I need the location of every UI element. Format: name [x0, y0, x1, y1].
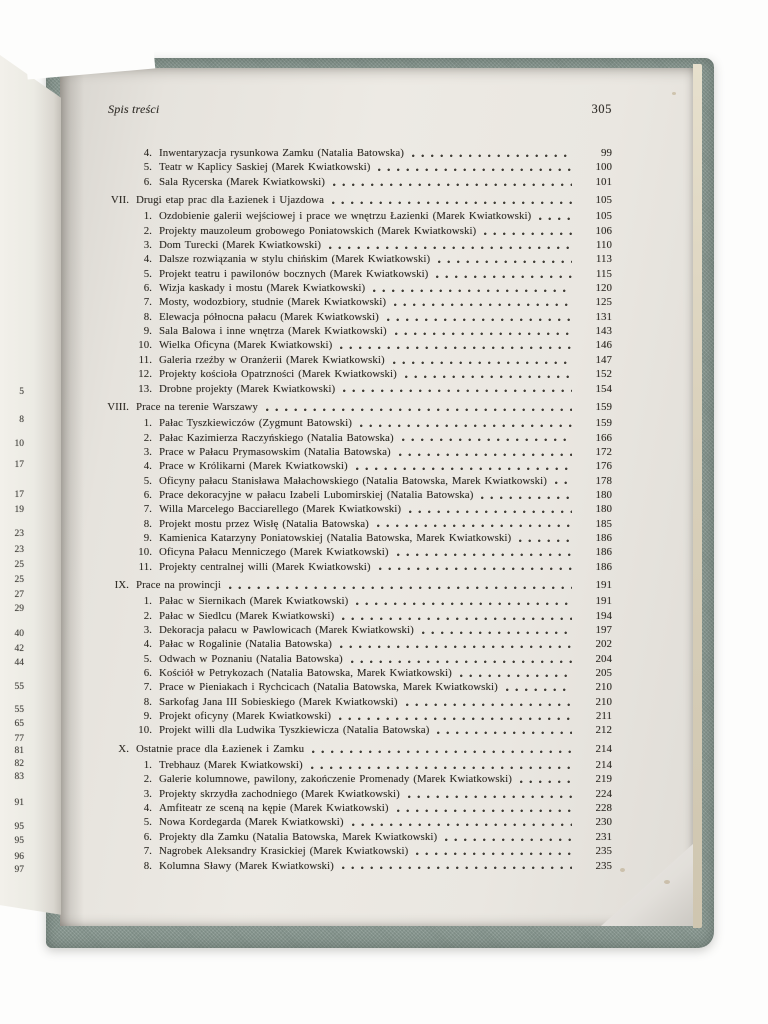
entry-number: 3.	[143, 624, 152, 636]
dot-leader	[397, 553, 572, 557]
dot-leader	[342, 866, 572, 870]
toc-row	[60, 382, 612, 396]
dot-leader	[395, 332, 572, 336]
entry-page-number: 205	[595, 667, 612, 680]
entry-number: X.	[118, 742, 129, 755]
toc-row	[60, 594, 612, 608]
toc-row	[60, 723, 612, 737]
margin-page-number: 29	[14, 604, 24, 614]
entry-title: Pałac w Siedlcu (Marek Kwiatkowski)	[159, 609, 335, 622]
entry-title: Sarkofag Jana III Sobieskiego (Marek Kwiatkowski)	[159, 695, 398, 708]
entry-title: Projekt oficyny (Marek Kwiatkowski)	[159, 710, 332, 723]
entry-number: 12.	[138, 368, 152, 381]
margin-page-number: 96	[14, 852, 24, 862]
margin-page-number: 81	[14, 746, 24, 756]
toc-row	[60, 830, 612, 844]
entry-page-number: 115	[595, 267, 612, 280]
margin-page-number: 83	[14, 772, 24, 782]
toc-row	[60, 209, 612, 223]
dot-leader	[397, 809, 572, 813]
entry-title: Mosty, wodozbiory, studnie (Marek Kwiatkowski)	[159, 296, 387, 309]
entry-title: Oficyna Pałacu Menniczego (Marek Kwiatkowski)	[159, 546, 389, 559]
toc-row	[60, 295, 612, 309]
margin-page-number: 17	[14, 460, 24, 470]
entry-page-number: 194	[595, 609, 612, 622]
entry-page-number: 146	[595, 339, 612, 352]
entry-title: Wielka Oficyna (Marek Kwiatkowski)	[159, 339, 333, 352]
toc-row	[60, 815, 612, 829]
entry-title: Pałac Kazimierza Raczyńskiego (Natalia Batowska)	[159, 431, 394, 444]
entry-number: 11.	[138, 560, 152, 573]
entry-page-number: 125	[595, 296, 612, 309]
dot-leader	[343, 389, 572, 393]
margin-page-number: 91	[14, 798, 24, 808]
toc-row	[60, 637, 612, 651]
entry-number: 1.	[143, 595, 152, 608]
dot-leader	[506, 688, 572, 692]
toc-row	[60, 609, 612, 623]
dot-leader	[356, 467, 572, 471]
entry-title: Kolumna Sławy (Marek Kwiatkowski)	[159, 859, 334, 872]
toc-row	[60, 310, 612, 324]
toc-row	[60, 146, 612, 160]
margin-page-number: 95	[14, 836, 24, 846]
entry-page-number: 105	[595, 210, 612, 223]
toc-row	[60, 488, 612, 502]
entry-number: 3.	[143, 239, 152, 252]
entry-number: 2.	[143, 773, 152, 786]
toc-row	[60, 431, 612, 445]
entry-title: Pałac w Rogalinie (Natalia Batowska)	[159, 638, 332, 651]
dot-leader	[445, 838, 572, 842]
toc-row	[60, 787, 612, 801]
entry-page-number: 110	[595, 239, 612, 252]
entry-number: 2.	[143, 609, 152, 622]
margin-page-number: 77	[14, 734, 24, 744]
margin-page-number: 65	[14, 719, 24, 729]
entry-title: Sala Balowa i inne wnętrza (Marek Kwiatkowski)	[159, 325, 387, 338]
page-block-edge	[693, 64, 702, 928]
toc-row	[60, 758, 612, 772]
entry-page-number: 214	[595, 759, 612, 772]
entry-title: Pałac Tyszkiewiczów (Zygmunt Batowski)	[159, 417, 352, 430]
toc-row	[60, 517, 612, 531]
entry-number: 10.	[138, 724, 152, 737]
entry-title: Prace na terenie Warszawy	[136, 400, 258, 413]
entry-title: Dom Turecki (Marek Kwiatkowski)	[159, 239, 322, 252]
entry-number: 3.	[143, 787, 152, 800]
margin-page-number: 17	[14, 490, 24, 500]
dot-leader	[379, 567, 572, 571]
entry-number: 7.	[143, 296, 152, 309]
entry-number: 2.	[143, 224, 152, 237]
dot-leader	[377, 524, 572, 528]
entry-title: Dalsze rozwiązania w stylu chińskim (Marek Kwiatkowski)	[159, 253, 431, 266]
entry-number: 6.	[143, 175, 152, 188]
toc-row	[60, 338, 612, 352]
entry-title: Inwentaryzacja rysunkowa Zamku (Natalia Batowska)	[159, 147, 404, 159]
dot-leader	[406, 703, 572, 707]
entry-title: Nowa Kordegarda (Marek Kwiatkowski)	[159, 816, 344, 829]
entry-title: Prace dekoracyjne w pałacu Izabeli Lubomirskiej (Natalia Batowska)	[159, 488, 474, 501]
toc-row	[60, 445, 612, 459]
entry-page-number: 172	[595, 445, 612, 458]
entry-page-number: 210	[595, 695, 612, 708]
entry-number: VII.	[110, 194, 129, 207]
entry-page-number: 99	[601, 147, 612, 159]
entry-title: Willa Marcelego Bacciarellego (Marek Kwiatkowski)	[159, 503, 402, 516]
entry-title: Wizja kaskady i mostu (Marek Kwiatkowski)	[159, 282, 366, 295]
entry-page-number: 166	[595, 431, 612, 444]
toc-row	[60, 367, 612, 381]
toc-row	[60, 531, 612, 545]
margin-page-number: 42	[14, 644, 24, 654]
entry-title: Amfiteatr ze sceną na kępie (Marek Kwiatkowski)	[159, 802, 389, 815]
margin-page-number: 19	[14, 505, 24, 515]
margin-page-number: 10	[14, 439, 24, 449]
entry-page-number: 219	[595, 773, 612, 786]
page-header	[108, 102, 612, 117]
toc-list	[60, 146, 612, 873]
toc-row	[60, 281, 612, 295]
entry-number: 2.	[143, 431, 152, 444]
dot-leader	[352, 823, 572, 827]
dot-leader	[437, 731, 572, 735]
dot-leader	[402, 438, 572, 442]
dot-leader	[408, 795, 572, 799]
toc-row	[60, 474, 612, 488]
dot-leader	[416, 852, 572, 856]
entry-title: Projekty dla Zamku (Natalia Batowska, Marek Kwiatkowski)	[159, 830, 438, 843]
entry-number: 4.	[143, 638, 152, 651]
dot-leader	[266, 408, 572, 412]
toc-row	[60, 324, 612, 338]
entry-number: 5.	[143, 474, 152, 487]
dot-leader	[539, 217, 572, 221]
dot-leader	[436, 275, 572, 279]
entry-page-number: 197	[595, 624, 612, 636]
dot-leader	[332, 201, 572, 205]
entry-page-number: 106	[595, 224, 612, 237]
entry-number: 5.	[143, 161, 152, 174]
entry-title: Sala Rycerska (Marek Kwiatkowski)	[159, 175, 325, 188]
entry-title: Odwach w Poznaniu (Natalia Batowska)	[159, 652, 343, 665]
dot-leader	[393, 361, 572, 365]
entry-page-number: 101	[595, 175, 612, 188]
entry-title: Teatr w Kaplicy Saskiej (Marek Kwiatkowski)	[159, 161, 371, 174]
toc-row	[60, 502, 612, 516]
toc-row	[60, 844, 612, 858]
dot-leader	[311, 766, 572, 770]
entry-number: 4.	[143, 802, 152, 815]
facing-page-numbers-column	[0, 0, 24, 1024]
entry-page-number: 191	[595, 595, 612, 608]
dot-leader	[312, 750, 572, 754]
entry-page-number: 176	[595, 460, 612, 473]
entry-page-number: 231	[595, 830, 612, 843]
entry-page-number: 159	[595, 417, 612, 430]
margin-page-number: 25	[14, 575, 24, 585]
entry-page-number: 154	[595, 382, 612, 395]
entry-page-number: 224	[595, 787, 612, 800]
toc-row	[60, 175, 612, 189]
entry-page-number: 212	[595, 724, 612, 737]
toc-row	[60, 267, 612, 281]
entry-page-number: 235	[595, 859, 612, 872]
entry-number: 9.	[143, 325, 152, 338]
entry-title: Pałac w Siernikach (Marek Kwiatkowski)	[159, 595, 349, 608]
margin-page-number: 5	[19, 387, 24, 397]
entry-title: Prace w Pieniakach i Rychcicach (Natalia Batowska, Marek Kwiatkowski)	[159, 681, 498, 694]
entry-title: Prace na prowincji	[136, 578, 221, 591]
entry-number: 5.	[143, 816, 152, 829]
entry-page-number: 180	[595, 503, 612, 516]
dot-leader	[519, 539, 572, 543]
toc-section-row	[60, 578, 612, 592]
age-spot	[664, 880, 670, 884]
dot-leader	[438, 260, 572, 264]
entry-page-number: 147	[595, 353, 612, 366]
entry-number: 6.	[143, 488, 152, 501]
age-spot	[620, 868, 625, 872]
entry-number: 6.	[143, 282, 152, 295]
entry-title: Ostatnie prace dla Łazienek i Zamku	[136, 742, 305, 755]
toc-row	[60, 680, 612, 694]
toc-section-row	[60, 742, 612, 756]
entry-title: Projekty mauzoleum grobowego Poniatowskich (Marek Kwiatkowski)	[159, 224, 477, 237]
margin-page-number: 23	[14, 529, 24, 539]
entry-title: Drobne projekty (Marek Kwiatkowski)	[159, 382, 336, 395]
entry-number: 5.	[143, 267, 152, 280]
entry-page-number: 143	[595, 325, 612, 338]
entry-number: 6.	[143, 667, 152, 680]
entry-number: 9.	[143, 531, 152, 544]
entry-number: 1.	[143, 210, 152, 223]
entry-title: Prace w Pałacu Prymasowskim (Natalia Batowska)	[159, 445, 391, 458]
dot-leader	[342, 617, 572, 621]
entry-page-number: 105	[595, 194, 612, 207]
entry-title: Nagrobek Aleksandry Krasickiej (Marek Kwiatkowski)	[159, 845, 409, 858]
entry-number: 4.	[143, 253, 152, 266]
entry-title: Drugi etap prac dla Łazienek i Ujazdowa	[136, 194, 324, 207]
entry-page-number: 180	[595, 488, 612, 501]
margin-page-number: 40	[14, 629, 24, 639]
entry-page-number: 100	[595, 161, 612, 174]
dot-leader	[378, 168, 572, 172]
entry-page-number: 214	[595, 742, 612, 755]
entry-number: 4.	[143, 147, 152, 159]
toc-row	[60, 666, 612, 680]
margin-page-number: 44	[14, 658, 24, 668]
dot-leader	[405, 375, 572, 379]
entry-page-number: 230	[595, 816, 612, 829]
entry-number: 8.	[143, 310, 152, 323]
margin-page-number: 95	[14, 822, 24, 832]
entry-number: 8.	[143, 695, 152, 708]
dot-leader	[460, 674, 572, 678]
entry-title: Galerie kolumnowe, pawilony, zakończenie Promenady (Marek Kwiatkowski)	[159, 773, 512, 786]
entry-page-number: 204	[595, 652, 612, 665]
entry-page-number: 120	[595, 282, 612, 295]
page-header-title: Spis treści	[108, 102, 160, 116]
entry-number: 7.	[143, 845, 152, 858]
margin-page-number: 27	[14, 590, 24, 600]
dot-leader	[409, 510, 572, 514]
toc-row	[60, 623, 612, 637]
entry-number: 10.	[138, 339, 152, 352]
entry-page-number: 191	[595, 578, 612, 591]
entry-number: 4.	[143, 460, 152, 473]
entry-title: Galeria rzeźby w Oranżerii (Marek Kwiatkowski)	[159, 353, 385, 366]
toc-row	[60, 695, 612, 709]
margin-page-number: 23	[14, 545, 24, 555]
entry-page-number: 186	[595, 560, 612, 573]
age-spot	[672, 92, 676, 95]
entry-title: Prace w Królikarni (Marek Kwiatkowski)	[159, 460, 348, 473]
dot-leader	[329, 246, 572, 250]
entry-number: IX.	[114, 578, 129, 591]
toc-row	[60, 459, 612, 473]
page-number: 305	[591, 102, 612, 116]
toc-row	[60, 801, 612, 815]
entry-title: Projekty skrzydła zachodniego (Marek Kwiatkowski)	[159, 787, 400, 800]
folded-page-corner	[601, 844, 693, 926]
toc-row	[60, 560, 612, 574]
dot-leader	[340, 645, 572, 649]
dot-leader	[399, 453, 572, 457]
dot-leader	[387, 318, 572, 322]
entry-number: 8.	[143, 859, 152, 872]
dot-leader	[555, 481, 572, 485]
dot-leader	[351, 660, 572, 664]
margin-page-number: 97	[14, 865, 24, 875]
dot-leader	[520, 780, 572, 784]
margin-page-number: 82	[14, 759, 24, 769]
entry-page-number: 228	[595, 802, 612, 815]
dot-leader	[356, 602, 572, 606]
toc-row	[60, 416, 612, 430]
entry-number: 11.	[138, 353, 152, 366]
toc-row	[60, 859, 612, 873]
entry-number: 8.	[143, 517, 152, 530]
entry-title: Projekt teatru i pawilonów bocznych (Marek Kwiatkowski)	[159, 267, 429, 280]
dot-leader	[484, 232, 572, 236]
entry-page-number: 210	[595, 681, 612, 694]
dot-leader	[394, 303, 572, 307]
toc-row	[60, 160, 612, 174]
entry-title: Projekt willi dla Ludwika Tyszkiewicza (Natalia Batowska)	[159, 724, 430, 737]
entry-page-number: 211	[595, 710, 612, 723]
entry-title: Kamienica Katarzyny Poniatowskiej (Natalia Batowska, Marek Kwiatkowski)	[159, 531, 512, 544]
toc-row	[60, 652, 612, 666]
entry-page-number: 159	[595, 400, 612, 413]
entry-number: 3.	[143, 445, 152, 458]
dot-leader	[229, 586, 572, 590]
toc-section-row	[60, 193, 612, 207]
entry-page-number: 186	[595, 546, 612, 559]
dot-leader	[373, 289, 572, 293]
toc-row	[60, 545, 612, 559]
dot-leader	[339, 717, 572, 721]
dot-leader	[412, 154, 572, 158]
entry-title: Oficyny pałacu Stanisława Małachowskiego (Natalia Batowska, Marek Kwiatkowski)	[159, 474, 547, 487]
margin-page-number: 55	[14, 682, 24, 692]
entry-title: Elewacja północna pałacu (Marek Kwiatkowski)	[159, 310, 379, 323]
entry-page-number: 185	[595, 517, 612, 530]
dot-leader	[422, 631, 572, 635]
toc-row	[60, 709, 612, 723]
entry-title: Ozdobienie galerii wejściowej i prace we wnętrzu Łazienki (Marek Kwiatkowski)	[159, 210, 532, 223]
entry-page-number: 202	[595, 638, 612, 651]
entry-page-number: 235	[595, 845, 612, 858]
toc-section-row	[60, 400, 612, 414]
entry-number: 1.	[143, 759, 152, 772]
entry-title: Dekoracja pałacu w Pawlowicach (Marek Kwiatkowski)	[159, 624, 414, 636]
entry-page-number: 131	[595, 310, 612, 323]
margin-page-number: 8	[19, 415, 24, 425]
dot-leader	[481, 496, 572, 500]
entry-title: Kościół w Petrykozach (Natalia Batowska, Marek Kwiatkowski)	[159, 667, 452, 680]
entry-page-number: 178	[595, 474, 612, 487]
toc-row	[60, 238, 612, 252]
entry-number: VIII.	[107, 400, 129, 413]
entry-title: Projekt mostu przez Wisłę (Natalia Batowska)	[159, 517, 369, 530]
dot-leader	[333, 183, 572, 187]
entry-title: Trebhauz (Marek Kwiatkowski)	[159, 759, 303, 772]
margin-page-number: 25	[14, 560, 24, 570]
entry-number: 13.	[138, 382, 152, 395]
entry-number: 10.	[138, 546, 152, 559]
toc-row	[60, 772, 612, 786]
entry-number: 1.	[143, 417, 152, 430]
toc-row	[60, 353, 612, 367]
toc-row	[60, 224, 612, 238]
dot-leader	[340, 346, 572, 350]
entry-page-number: 113	[595, 253, 612, 266]
entry-number: 6.	[143, 830, 152, 843]
entry-title: Projekty kościoła Opatrzności (Marek Kwiatkowski)	[159, 368, 397, 381]
book-page	[60, 68, 693, 926]
dot-leader	[360, 424, 572, 428]
entry-title: Projekty centralnej willi (Marek Kwiatkowski)	[159, 560, 371, 573]
entry-number: 7.	[143, 503, 152, 516]
entry-number: 7.	[143, 681, 152, 694]
margin-page-number: 55	[14, 705, 24, 715]
entry-number: 9.	[143, 710, 152, 723]
entry-number: 5.	[143, 652, 152, 665]
toc-row	[60, 252, 612, 266]
entry-page-number: 186	[595, 531, 612, 544]
entry-page-number: 152	[595, 368, 612, 381]
